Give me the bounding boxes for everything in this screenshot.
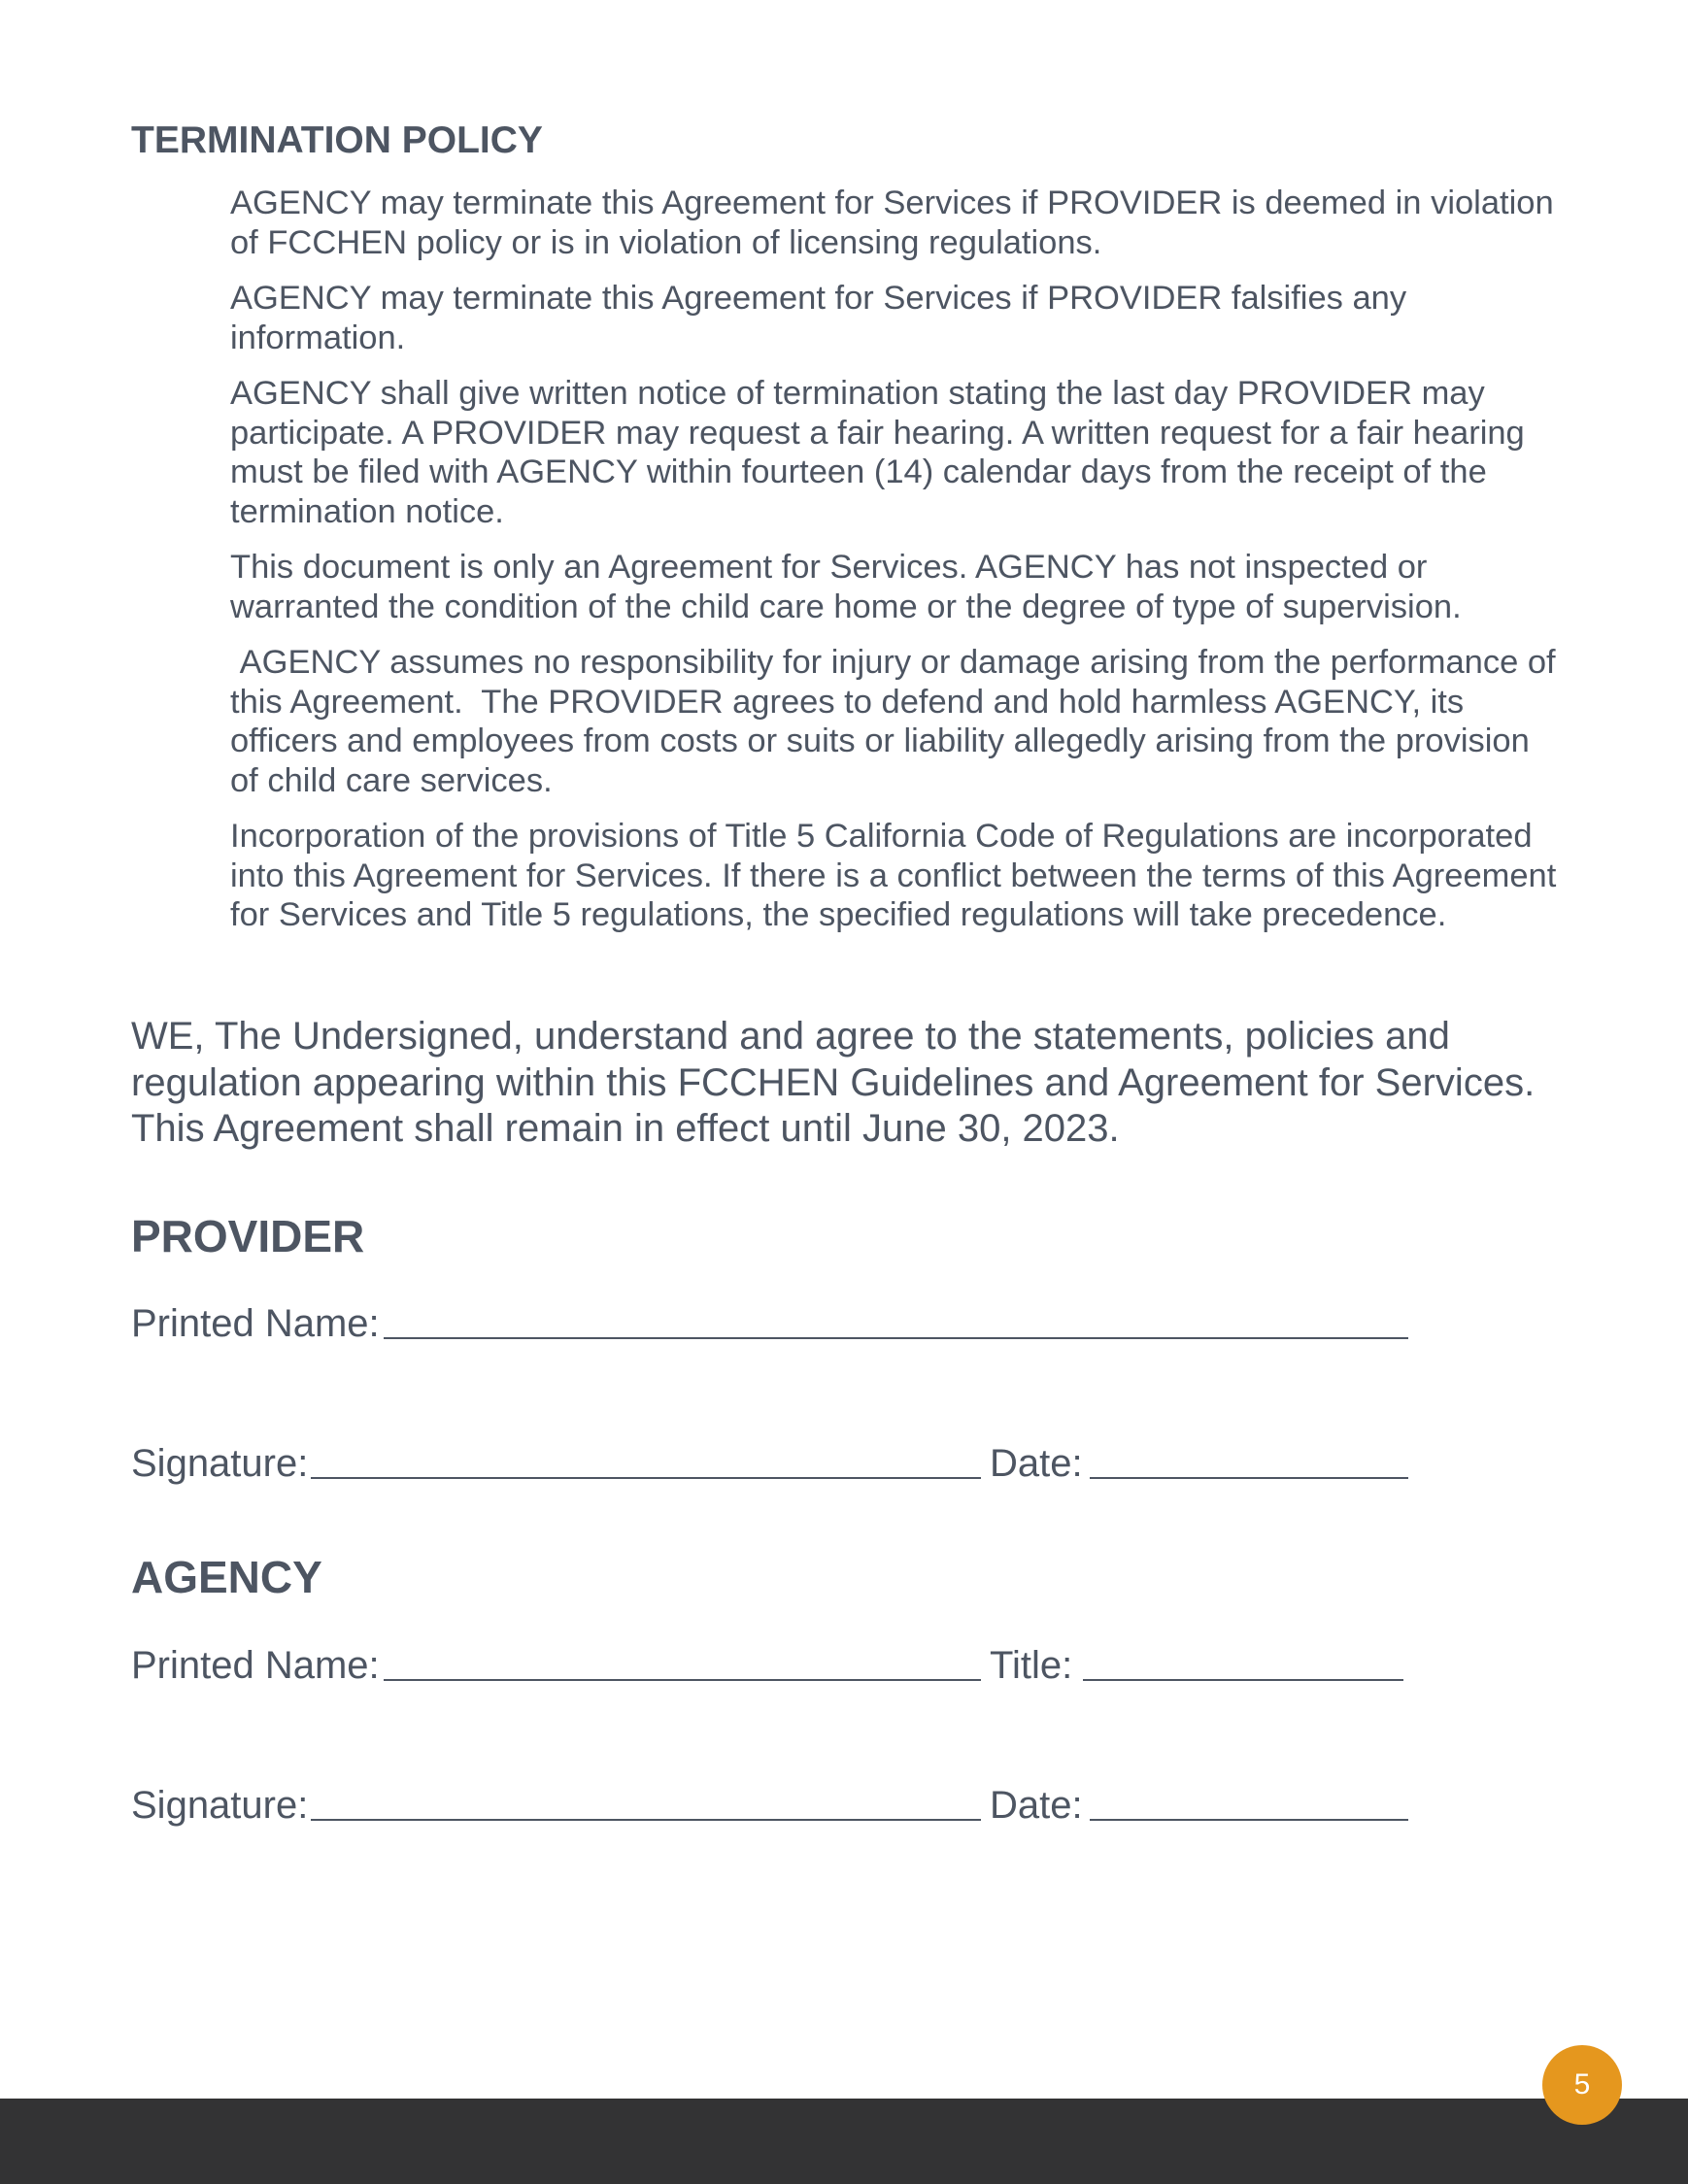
policy-paragraph: AGENCY may terminate this Agreement for Services if PROVIDER falsifies any information.: [230, 280, 1407, 356]
provider-printed-name-line[interactable]: [384, 1337, 1408, 1339]
agency-printed-name-row: [131, 1643, 1423, 1692]
provider-signature-line[interactable]: [311, 1477, 981, 1479]
policy-paragraph: AGENCY may terminate this Agreement for Services if PROVIDER is deemed in violation of FCCHEN policy or is in violation of licensing regulations.: [230, 185, 1554, 261]
agency-signature-line[interactable]: [311, 1819, 981, 1821]
agency-printed-name-line[interactable]: [384, 1679, 981, 1681]
page-number-badge: 5: [1542, 2045, 1622, 2125]
provider-date-label: Date:: [990, 1442, 1083, 1485]
agency-signature-row: [131, 1783, 1423, 1831]
agency-signature-label: Signature:: [131, 1784, 309, 1827]
policy-paragraph: AGENCY assumes no responsibility for injury or damage arising from the performance of this Agreement. The PROVIDER agrees to defend and hold harmless AGENCY, its officers and employees from costs or suits or liability allegedly arising from the provision of child care services.: [230, 644, 1566, 799]
provider-printed-name-row: [131, 1301, 1423, 1350]
provider-signature-label: Signature:: [131, 1442, 309, 1485]
provider-printed-name-label: Printed Name:: [131, 1302, 380, 1345]
policy-paragraph: This document is only an Agreement for Services. AGENCY has not inspected or warranted the condition of the child care home or the degree of type of supervision.: [230, 549, 1462, 625]
agency-date-label: Date:: [990, 1784, 1083, 1827]
agency-heading: AGENCY: [131, 1552, 322, 1602]
agency-date-line[interactable]: [1090, 1819, 1408, 1821]
provider-heading: PROVIDER: [131, 1211, 365, 1261]
agency-printed-name-label: Printed Name:: [131, 1644, 380, 1687]
footer-bar: [0, 2099, 1688, 2184]
termination-policy-body: [230, 184, 1566, 952]
agreement-statement: WE, The Undersigned, understand and agree to the statements, policies and regulation appearing within this FCCHEN Guidelines and Agreement for Services. This Agreement shall remain in effect until June 30, 2023.: [131, 1015, 1536, 1150]
policy-paragraph: Incorporation of the provisions of Title 5 California Code of Regulations are incorporated into this Agreement for Services. If there is a conflict between the terms of this Agreement for Services and Title 5 regulations, the specified regulations will take precedence.: [230, 818, 1557, 933]
policy-paragraph: AGENCY shall give written notice of termination stating the last day PROVIDER may participate. A PROVIDER may request a fair hearing. A written request for a fair hearing must be filed with AGENCY within fourteen (14) calendar days from the receipt of the termination notice.: [230, 375, 1525, 530]
agency-title-label: Title:: [990, 1644, 1073, 1687]
provider-signature-row: [131, 1441, 1423, 1490]
agency-title-line[interactable]: [1083, 1679, 1403, 1681]
provider-date-line[interactable]: [1090, 1477, 1408, 1479]
termination-policy-heading: TERMINATION POLICY: [131, 119, 543, 161]
